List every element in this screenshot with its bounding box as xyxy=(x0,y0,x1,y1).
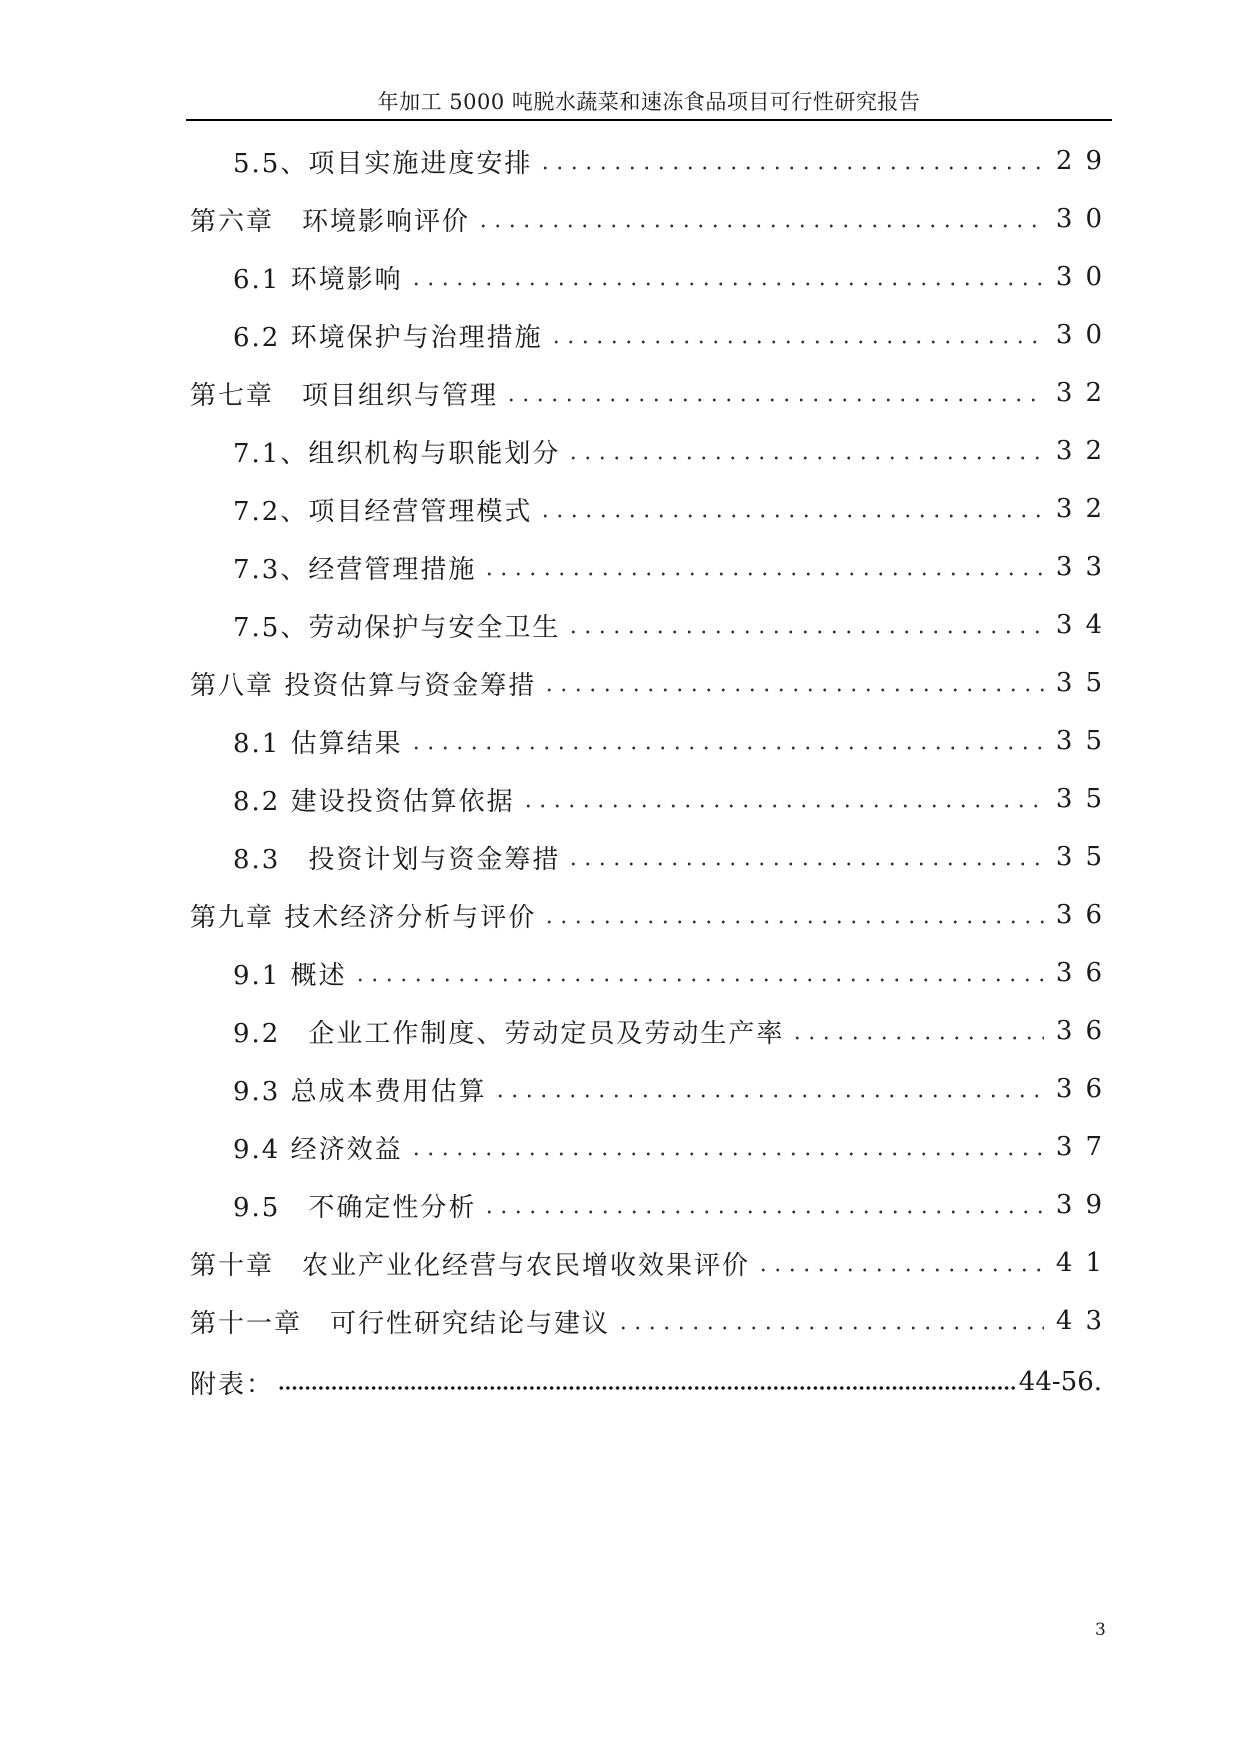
toc-entry[interactable] xyxy=(190,199,1115,239)
toc-entry-title: 8.2 建设投资估算依据 xyxy=(233,786,515,817)
toc-entry[interactable] xyxy=(190,1243,1115,1283)
dot-leader xyxy=(566,630,1044,634)
toc-entry[interactable] xyxy=(233,257,1115,297)
toc-entry[interactable] xyxy=(233,547,1115,587)
toc-entry-title: 9.4 经济效益 xyxy=(233,1134,403,1165)
toc-entry-title: 第七章 项目组织与管理 xyxy=(190,380,499,411)
toc-entry-page: 41 xyxy=(1055,1248,1115,1278)
toc-entry-title: 8.3 投资计划与资金筹措 xyxy=(233,844,561,875)
toc-entry-page: 29 xyxy=(1055,146,1115,176)
toc-entry-title: 7.5、劳动保护与安全卫生 xyxy=(233,612,561,643)
toc-entry[interactable] xyxy=(233,489,1115,529)
toc-entry[interactable] xyxy=(190,895,1115,935)
toc-entry[interactable] xyxy=(233,1011,1115,1051)
dot-leader xyxy=(521,804,1044,808)
dot-leader xyxy=(476,224,1044,228)
dot-leader xyxy=(493,1094,1044,1098)
toc-entry-title: 附表： xyxy=(190,1369,275,1400)
toc-entry-page: 36 xyxy=(1055,1074,1115,1104)
page-number: 3 xyxy=(1095,1620,1106,1640)
dot-leader xyxy=(542,688,1044,692)
toc-entry-title: 9.2 企业工作制度、劳动定员及劳动生产率 xyxy=(233,1018,785,1049)
dot-leader xyxy=(482,1210,1044,1214)
dot-leader xyxy=(409,282,1044,286)
dot-leader xyxy=(409,746,1044,750)
toc-entry-title: 第十一章 可行性研究结论与建议 xyxy=(190,1308,611,1339)
toc-entry-title: 5.5、项目实施进度安排 xyxy=(233,148,533,179)
toc-entry[interactable] xyxy=(233,605,1115,645)
dot-leader xyxy=(566,862,1044,866)
toc-entry-page: 30 xyxy=(1055,320,1115,350)
dot-leader xyxy=(756,1268,1044,1272)
toc-entry-page: 32 xyxy=(1055,494,1115,524)
toc-entry-title: 8.1 估算结果 xyxy=(233,728,403,759)
toc-entry[interactable] xyxy=(233,837,1115,877)
toc-entry[interactable] xyxy=(233,953,1115,993)
toc-entry[interactable] xyxy=(190,373,1115,413)
toc-entry-title: 7.3、经营管理措施 xyxy=(233,554,477,585)
toc-entry-page: 35 xyxy=(1055,842,1115,872)
toc-entry-page: 36 xyxy=(1055,1016,1115,1046)
dot-leader xyxy=(353,978,1044,982)
toc-entry[interactable] xyxy=(190,1301,1115,1341)
dot-leader xyxy=(482,572,1044,576)
toc-entry[interactable] xyxy=(233,141,1115,181)
toc-entry[interactable] xyxy=(233,721,1115,761)
toc-entry[interactable] xyxy=(233,779,1115,819)
toc-entry-title: 7.1、组织机构与职能划分 xyxy=(233,438,561,469)
toc-entry-page: 36 xyxy=(1055,900,1115,930)
toc-entry-title: 第六章 环境影响评价 xyxy=(190,206,471,237)
toc-entry-page: 35 xyxy=(1055,784,1115,814)
dot-leader xyxy=(790,1036,1044,1040)
toc-entry[interactable] xyxy=(233,315,1115,355)
toc-entry-page: 30 xyxy=(1055,204,1115,234)
toc-entry-title: 9.5 不确定性分析 xyxy=(233,1192,477,1223)
dot-leader xyxy=(278,1386,1017,1390)
dot-leader xyxy=(542,920,1044,924)
toc-entry-page: 44-56. xyxy=(1018,1367,1102,1397)
toc-entry-title: 7.2、项目经营管理模式 xyxy=(233,496,533,527)
toc-entry-title: 6.2 环境保护与治理措施 xyxy=(233,322,543,353)
toc-entry-page: 34 xyxy=(1055,610,1115,640)
running-header-title: 年加工 5000 吨脱水蔬菜和速冻食品项目可行性研究报告 xyxy=(377,90,921,114)
toc-entry[interactable] xyxy=(190,663,1115,703)
toc-entry[interactable] xyxy=(233,431,1115,471)
toc-entry[interactable] xyxy=(233,1069,1115,1109)
toc-entry-page: 43 xyxy=(1055,1306,1115,1336)
dot-leader xyxy=(504,398,1044,402)
toc-entry[interactable] xyxy=(190,1362,1102,1402)
dot-leader xyxy=(616,1326,1044,1330)
toc-entry-title: 第十章 农业产业化经营与农民增收效果评价 xyxy=(190,1250,751,1281)
toc-entry-title: 第九章 技术经济分析与评价 xyxy=(190,902,537,933)
toc-entry-page: 33 xyxy=(1055,552,1115,582)
toc-entry-page: 36 xyxy=(1055,958,1115,988)
dot-leader xyxy=(538,166,1044,170)
toc-entry-page: 39 xyxy=(1055,1190,1115,1220)
toc-entry-title: 9.1 概述 xyxy=(233,960,347,991)
toc-entry-page: 35 xyxy=(1055,668,1115,698)
toc-entry-page: 30 xyxy=(1055,262,1115,292)
header-divider xyxy=(186,119,1112,121)
toc-entry-title: 6.1 环境影响 xyxy=(233,264,403,295)
toc-entry-title: 第八章 投资估算与资金筹措 xyxy=(190,670,537,701)
dot-leader xyxy=(538,514,1044,518)
toc-entry-page: 35 xyxy=(1055,726,1115,756)
toc-entry[interactable] xyxy=(233,1185,1115,1225)
dot-leader xyxy=(549,340,1044,344)
dot-leader xyxy=(409,1152,1044,1156)
toc-entry[interactable] xyxy=(233,1127,1115,1167)
toc-entry-page: 32 xyxy=(1055,378,1115,408)
toc-entry-page: 37 xyxy=(1055,1132,1115,1162)
toc-entry-page: 32 xyxy=(1055,436,1115,466)
dot-leader xyxy=(566,456,1044,460)
toc-entry-title: 9.3 总成本费用估算 xyxy=(233,1076,487,1107)
